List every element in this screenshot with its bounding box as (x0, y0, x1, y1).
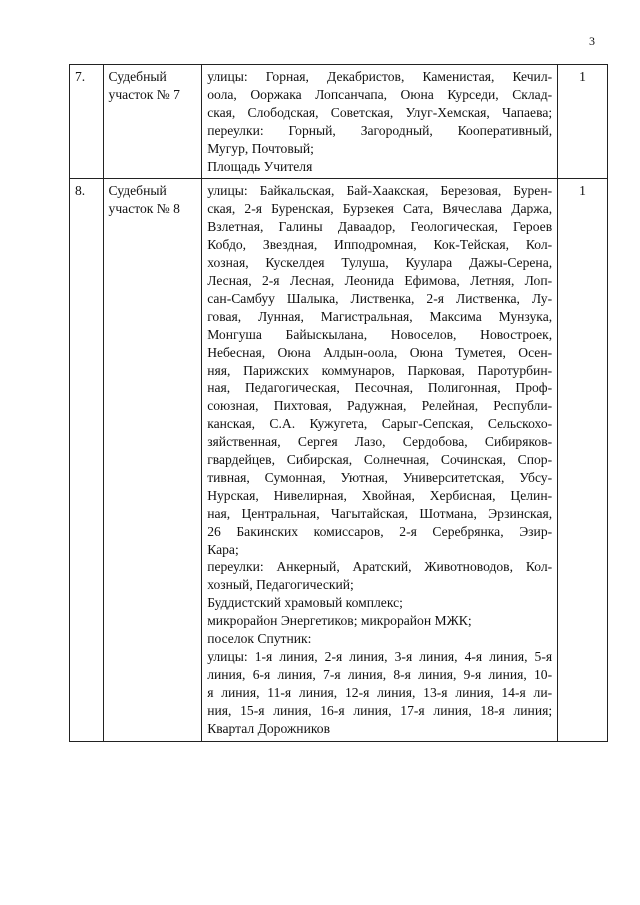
text-line: Кобдо, Звездная, Ипподромная, Кок-Тейская, Кол- (207, 237, 553, 253)
territory-description (202, 65, 558, 179)
text-line: ская, 2-я Буренская, Бурзекея Сата, Вячеслава Даржа, (207, 201, 553, 217)
text-line: сан-Самбуу Шалыка, Лиственка, 2-я Лиственка, Лу- (207, 290, 553, 306)
court-name: Судебный участок № 7 (103, 65, 202, 179)
district-count: 1 (558, 65, 608, 179)
row-number: 8. (70, 179, 104, 741)
text-line: Квартал Дорожников (207, 720, 330, 736)
text-line: Площадь Учителя (207, 158, 313, 174)
court-name: Судебный участок № 8 (103, 179, 202, 741)
text-line: тивная, Сумонная, Уютная, Университетская, Убсу- (207, 469, 553, 485)
text-line: няя, Парижских коммунаров, Парковая, Паротурбин- (207, 362, 553, 378)
text-line: говая, Лунная, Магистральная, Максима Мунзука, (207, 308, 553, 324)
text-line: Кара; (207, 541, 239, 557)
text-line: улицы: 1-я линия, 2-я линия, 3-я линия, 4-я линия, 5-я (207, 649, 553, 664)
text-line: ская, Слободская, Советская, Улуг-Хемская, Чапаева; (207, 104, 553, 120)
text-line: Взлетная, Галины Даваадор, Геологическая, Героев (207, 219, 553, 235)
territory-description (202, 179, 558, 741)
text-line: микрорайон Энергетиков; микрорайон МЖК; (207, 613, 472, 629)
text-line: поселок Спутник: (207, 631, 312, 647)
text-line: переулки: Горный, Загородный, Кооперативный, (207, 122, 553, 138)
text-line: оола, Ооржака Лопсанчапа, Оюна Курседи, Склад- (207, 86, 553, 102)
text-line: ния, 15-я линия, 16-я линия, 17-я линия, 18-я линия; (207, 702, 553, 718)
text-line: гвардейцев, Сибирская, Солнечная, Сочинская, Спор- (207, 452, 553, 468)
text-line: ная, Центральная, Чагытайская, Шотмана, Эрзинская, (207, 505, 553, 521)
text-line: Нурская, Нивелирная, Хвойная, Хербисная, Целин- (207, 487, 553, 503)
district-count: 1 (558, 179, 608, 741)
text-line: ная, Педагогическая, Песочная, Полигонная, Проф- (207, 380, 553, 396)
page-number: 3 (589, 34, 595, 48)
text-line: Мугур, Почтовый; (207, 140, 314, 156)
row-number: 7. (70, 65, 104, 179)
text-line: хозная, Кускелдея Тулуша, Куулара Дажы-Серена, (207, 255, 553, 271)
text-line: Буддистский храмовый комплекс; (207, 595, 403, 611)
text-line: хозный, Педагогический; (207, 577, 354, 593)
text-line: канская, С.А. Кужугета, Сарыг-Сепская, Сельскохо- (207, 416, 553, 432)
text-line: улицы: Горная, Декабристов, Каменистая, Кечил- (207, 69, 553, 84)
text-line: Лесная, 2-я Лесная, Леонида Ефимова, Летняя, Лоп- (207, 272, 553, 288)
text-line: Небесная, Оюна Алдын-оола, Оюна Туметея, Осен- (207, 344, 553, 360)
text-line: переулки: Анкерный, Аратский, Животноводов, Кол- (207, 559, 553, 575)
text-line: зяйственная, Сергея Лазо, Сердобова, Сибиряков- (207, 434, 553, 450)
text-line: линия, 6-я линия, 7-я линия, 8-я линия, 9-я линия, 10- (207, 666, 553, 682)
text-line: я линия, 11-я линия, 12-я линия, 13-я линия, 14-я ли- (207, 684, 553, 700)
text-line: союзная, Пихтовая, Радужная, Релейная, Республи- (207, 398, 553, 414)
text-line: Монгуша Байыскылана, Новоселов, Новостроек, (207, 326, 553, 342)
table-row (70, 65, 608, 179)
text-line: улицы: Байкальская, Бай-Хаакская, Березовая, Бурен- (207, 183, 553, 199)
text-line: 26 Бакинских комиссаров, 2-я Серебрянка, Эзир- (207, 523, 553, 539)
table-row (70, 179, 608, 741)
court-districts-table (69, 64, 608, 742)
